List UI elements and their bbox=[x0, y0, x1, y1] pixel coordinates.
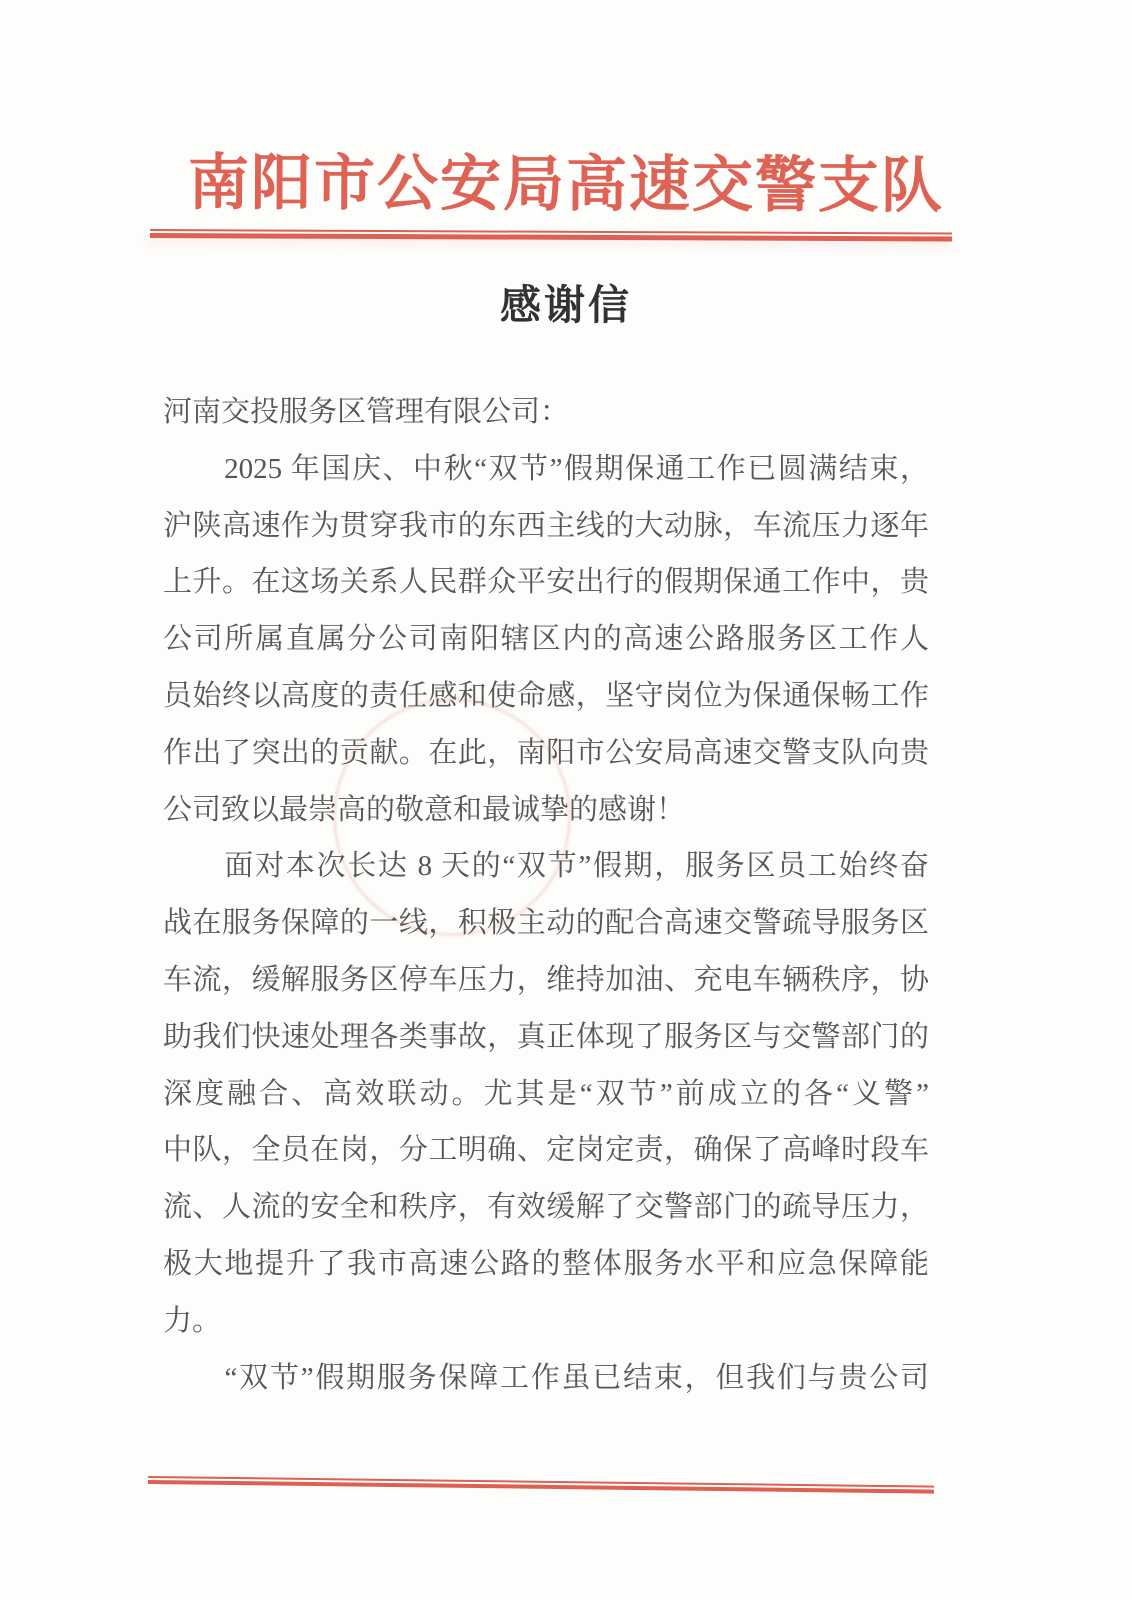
body-line: 深度融合、高效联动。尤其是“双节”前成立的各“义警” bbox=[163, 1077, 929, 1110]
letterhead-title: 南阳市公安局高速交警支队 bbox=[187, 150, 945, 221]
letterhead-divider-thick-line bbox=[150, 233, 952, 241]
letterhead bbox=[0, 144, 1132, 229]
body-line: 员始终以高度的责任感和使命感，坚守岗位为保通保畅工作 bbox=[163, 679, 929, 712]
body-line: 中队，全员在岗，分工明确、定岗定责，确保了高峰时段车 bbox=[163, 1134, 929, 1167]
body-line: 公司致以最崇高的敬意和最诚挚的感谢！ bbox=[163, 793, 686, 826]
footer-divider bbox=[148, 1476, 934, 1494]
body-line: 力。 bbox=[163, 1304, 222, 1337]
body-line: 作出了突出的贡献。在此，南阳市公安局高速交警支队向贵 bbox=[163, 736, 929, 769]
salutation-line: 河南交投服务区管理有限公司： bbox=[163, 396, 570, 428]
body-line: 助我们快速处理各类事故，真正体现了服务区与交警部门的 bbox=[163, 1020, 929, 1053]
doc-title: 感谢信 bbox=[500, 282, 632, 328]
body-line: “双节”假期服务保障工作虽已结束，但我们与贵公司 bbox=[163, 1361, 929, 1394]
letter-body bbox=[163, 384, 929, 1406]
body-line: 面对本次长达 8 天的“双节”假期，服务区员工始终奋 bbox=[163, 850, 929, 883]
body-line: 车流，缓解服务区停车压力，维持加油、充电车辆秩序，协 bbox=[163, 963, 929, 996]
body-line: 战在服务保障的一线，积极主动的配合高速交警疏导服务区 bbox=[163, 907, 929, 940]
body-line: 上升。在这场关系人民群众平安出行的假期保通工作中，贵 bbox=[163, 566, 929, 599]
letterhead-divider bbox=[150, 229, 952, 241]
body-line: 公司所属直属分公司南阳辖区内的高速公路服务区工作人 bbox=[163, 623, 929, 656]
body-line: 2025 年国庆、中秋“双节”假期保通工作已圆满结束， bbox=[163, 452, 929, 485]
body-line: 沪陕高速作为贯穿我市的东西主线的大动脉，车流压力逐年 bbox=[163, 509, 929, 542]
body-line: 流、人流的安全和秩序，有效缓解了交警部门的疏导压力， bbox=[163, 1191, 929, 1224]
body-line: 极大地提升了我市高速公路的整体服务水平和应急保障能 bbox=[163, 1247, 929, 1280]
